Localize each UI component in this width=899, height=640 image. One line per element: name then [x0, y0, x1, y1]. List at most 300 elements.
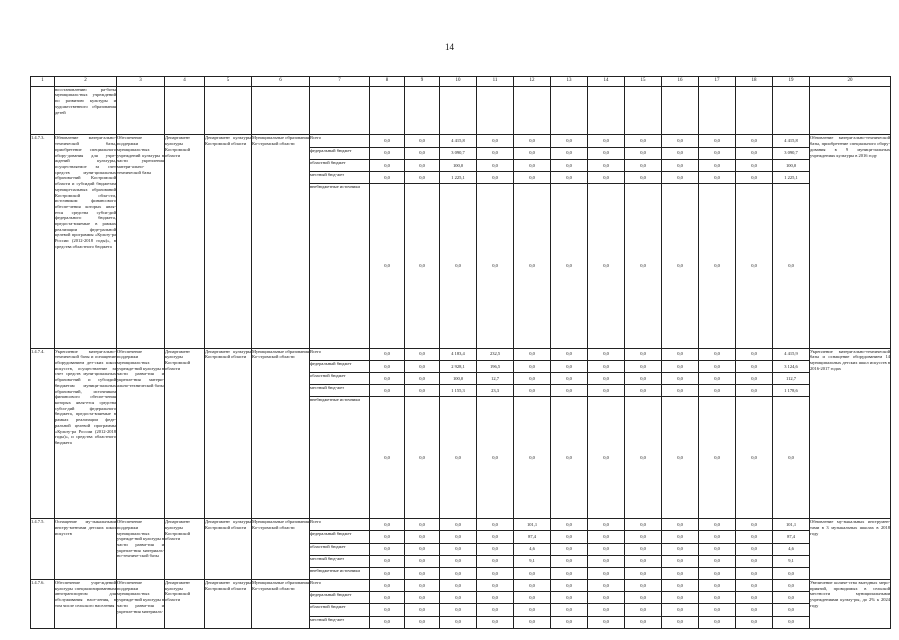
value-cell: 0,0	[551, 592, 588, 604]
coexecutor: Департамент культуры Костромской области	[165, 580, 205, 629]
value-cell: 0,0	[699, 360, 736, 372]
value-cell: 0,0	[736, 580, 773, 592]
value-cell: 0,0	[370, 543, 405, 555]
value-cell: 0,0	[551, 580, 588, 592]
value-cell: 0,0	[551, 531, 588, 543]
coexecutor: Департамент культуры Костромской области	[165, 519, 205, 580]
cell-empty	[736, 86, 773, 135]
value-cell: 0,0	[551, 360, 588, 372]
value-cell: 0,0	[662, 543, 699, 555]
funding-source: внебюджетные источники	[310, 184, 370, 349]
value-cell: 0,0	[514, 159, 551, 171]
cell-empty	[252, 86, 310, 135]
value-cell: 0,0	[736, 616, 773, 628]
value-cell: 0,0	[662, 348, 699, 360]
value-cell: 0,0	[662, 531, 699, 543]
header-cell: 16	[662, 77, 699, 87]
funding-source: федеральный бюджет	[310, 592, 370, 604]
coexecutor: Департамент культуры Костромской области	[165, 348, 205, 519]
value-cell: 0,0	[699, 580, 736, 592]
value-cell: 0,0	[370, 567, 405, 579]
value-cell: 4,6	[773, 543, 810, 555]
value-cell: 0,0	[662, 592, 699, 604]
value-cell: 0,0	[514, 373, 551, 385]
value-cell: 0,0	[440, 616, 477, 628]
header-cell: 11	[477, 77, 514, 87]
value-cell: 0,0	[514, 147, 551, 159]
value-cell: 0,0	[551, 184, 588, 349]
header-cell: 18	[736, 77, 773, 87]
funding-source: областной бюджет	[310, 543, 370, 555]
value-cell: 232,5	[477, 348, 514, 360]
participant: Муниципальные образования Ко-стромской области	[252, 135, 310, 348]
value-cell: 0,0	[662, 159, 699, 171]
funding-source: внебюджетные источники	[310, 397, 370, 519]
value-cell: 0,0	[370, 397, 405, 519]
measure-name: Оснащение му-зыкальными инстру-ментами детских школ искусств	[55, 519, 117, 580]
value-cell: 0,0	[440, 555, 477, 567]
cell-empty	[514, 86, 551, 135]
value-cell: 0,0	[551, 147, 588, 159]
value-cell: 0,0	[736, 604, 773, 616]
value-cell: 0,0	[551, 567, 588, 579]
value-cell: 0,0	[588, 567, 625, 579]
value-cell: 0,0	[662, 147, 699, 159]
value-cell: 0,0	[405, 135, 440, 147]
value-cell: 0,0	[699, 555, 736, 567]
measure-name: Укрепление матери-ально-технической базы и оснащение оборудованием дет-ских школ искусств, осуществление за счет средств муни-ципальных образова-ний и субсидий бюджетам муници-пальных образова-ний, источником финансового обеспе-чения которых явля-ется средства субси-дий федерального бюджета, предоста-вляемые в рамках реализации феде-ральной целевой программы «Культу-ра России (2012-2018 годы)», и средства областного бюджета	[55, 348, 117, 519]
measure-goal: Обеспечение поддержки муниципаль-ных учрежде-ний культуры в части разви-тия и укрепле-ния материаль-но-техниче-ской базы	[117, 519, 165, 580]
value-cell: 0,0	[773, 592, 810, 604]
value-cell: 0,0	[551, 397, 588, 519]
value-cell: 0,0	[477, 135, 514, 147]
value-cell: 0,0	[551, 159, 588, 171]
value-cell: 0,0	[405, 171, 440, 183]
value-cell: 0,0	[514, 184, 551, 349]
funding-source: местный бюд-жет	[310, 555, 370, 567]
value-cell: 0,0	[370, 159, 405, 171]
header-cell: 19	[773, 77, 810, 87]
value-cell: 0,0	[551, 543, 588, 555]
value-cell: 0,0	[736, 531, 773, 543]
value-cell: 0,0	[662, 555, 699, 567]
value-cell: 0,0	[477, 555, 514, 567]
measure-row	[31, 348, 891, 360]
funding-source: Всего	[310, 135, 370, 147]
cell-empty	[440, 86, 477, 135]
value-cell: 0,0	[662, 580, 699, 592]
value-cell: 0,0	[514, 385, 551, 397]
value-cell: 0,0	[662, 604, 699, 616]
value-cell: 0,0	[370, 184, 405, 349]
value-cell: 0,0	[514, 604, 551, 616]
header-cell: 2	[55, 77, 117, 87]
value-cell: 87,4	[514, 531, 551, 543]
value-cell: 0,0	[625, 135, 662, 147]
value-cell: 0,0	[370, 360, 405, 372]
value-cell: 0,0	[477, 592, 514, 604]
value-cell: 0,0	[477, 604, 514, 616]
header-cell: 15	[625, 77, 662, 87]
value-cell: 0,0	[662, 397, 699, 519]
value-cell: 0,0	[370, 147, 405, 159]
header-cell: 6	[252, 77, 310, 87]
continuation-row	[31, 86, 891, 135]
value-cell: 0,0	[440, 397, 477, 519]
coexecutor: Департамент культуры Костромской области	[165, 135, 205, 348]
participant: Муниципальные образования Ко-стромской области	[252, 519, 310, 580]
header-cell: 8	[370, 77, 405, 87]
value-cell: 0,0	[736, 348, 773, 360]
value-cell: 0,0	[625, 543, 662, 555]
cell-empty	[117, 86, 165, 135]
value-cell: 0,0	[405, 159, 440, 171]
value-cell: 0,0	[699, 373, 736, 385]
value-cell: 0,0	[588, 159, 625, 171]
value-cell: 1 178,6	[773, 385, 810, 397]
value-cell: 0,0	[588, 171, 625, 183]
measure-number: 1.4.7.3.	[31, 135, 55, 348]
value-cell: 0,0	[662, 385, 699, 397]
value-cell: 0,0	[370, 171, 405, 183]
value-cell: 0,0	[405, 580, 440, 592]
header-cell: 9	[405, 77, 440, 87]
header-row	[31, 77, 891, 87]
value-cell: 101,1	[514, 519, 551, 531]
value-cell: 0,0	[699, 135, 736, 147]
value-cell: 0,0	[440, 531, 477, 543]
participant: Муниципальные образования Ко-стромской области	[252, 348, 310, 519]
header-cell: 17	[699, 77, 736, 87]
value-cell: 0,0	[625, 184, 662, 349]
header-cell: 5	[205, 77, 252, 87]
cell-empty	[310, 86, 370, 135]
cell-empty	[551, 86, 588, 135]
value-cell: 0,0	[405, 397, 440, 519]
value-cell: 0,0	[405, 531, 440, 543]
value-cell: 3 124,6	[773, 360, 810, 372]
value-cell: 0,0	[405, 147, 440, 159]
expected-result: Обновление матери-ально-технической базы, приобретение специального обору-дования в 9 муници-пальных учреждениях культуры в 2016 году	[810, 135, 891, 348]
header-cell: 7	[310, 77, 370, 87]
value-cell: 2 928,1	[440, 360, 477, 372]
value-cell: 0,0	[588, 373, 625, 385]
value-cell: 0,0	[370, 604, 405, 616]
value-cell: 0,0	[551, 385, 588, 397]
value-cell: 0,0	[699, 604, 736, 616]
value-cell: 0,0	[736, 519, 773, 531]
value-cell: 112,7	[773, 373, 810, 385]
value-cell: 0,0	[625, 397, 662, 519]
funding-source: Всего	[310, 519, 370, 531]
funding-source: федеральный бюджет	[310, 360, 370, 372]
value-cell: 0,0	[405, 567, 440, 579]
value-cell: 100,0	[773, 159, 810, 171]
value-cell: 0,0	[514, 348, 551, 360]
program-table	[30, 76, 891, 629]
funding-source: областной бюджет	[310, 604, 370, 616]
value-cell: 0,0	[625, 385, 662, 397]
value-cell: 0,0	[588, 348, 625, 360]
funding-source: внебюджетные источники	[310, 567, 370, 579]
value-cell: 0,0	[773, 567, 810, 579]
value-cell: 3 090,7	[773, 147, 810, 159]
value-cell: 0,0	[699, 531, 736, 543]
value-cell: 0,0	[699, 397, 736, 519]
executor: Департамент культуры Костромской области	[205, 519, 252, 580]
value-cell: 0,0	[736, 385, 773, 397]
value-cell: 0,0	[405, 348, 440, 360]
value-cell: 0,0	[625, 360, 662, 372]
value-cell: 4 415,8	[440, 135, 477, 147]
value-cell: 0,0	[699, 385, 736, 397]
value-cell: 0,0	[625, 604, 662, 616]
value-cell: 0,0	[625, 567, 662, 579]
measure-number: 1.4.7.5.	[31, 519, 55, 580]
value-cell: 0,0	[551, 135, 588, 147]
value-cell: 0,0	[662, 567, 699, 579]
value-cell: 196,5	[477, 360, 514, 372]
value-cell: 0,0	[773, 397, 810, 519]
value-cell: 0,0	[625, 592, 662, 604]
measure-number: 1.4.7.4.	[31, 348, 55, 519]
value-cell: 0,0	[736, 184, 773, 349]
value-cell: 0,0	[405, 555, 440, 567]
value-cell: 0,0	[662, 519, 699, 531]
value-cell: 0,0	[662, 184, 699, 349]
value-cell: 0,0	[551, 555, 588, 567]
value-cell: 12,7	[477, 373, 514, 385]
value-cell: 0,0	[514, 397, 551, 519]
value-cell: 0,0	[477, 580, 514, 592]
value-cell: 0,0	[477, 543, 514, 555]
value-cell: 0,0	[773, 184, 810, 349]
cell-empty	[31, 86, 55, 135]
expected-result: Увеличение количе-ства выездных меро-приятий, проводимых в сельской местности муниципальными учреждениями культу-ры, до 2% к 2024 году	[810, 580, 891, 629]
value-cell: 0,0	[551, 519, 588, 531]
value-cell: 0,0	[662, 360, 699, 372]
value-cell: 0,0	[588, 592, 625, 604]
value-cell: 1 155,3	[440, 385, 477, 397]
funding-source: областной бюджет	[310, 373, 370, 385]
value-cell: 23,3	[477, 385, 514, 397]
value-cell: 0,0	[736, 567, 773, 579]
participant: Муниципальные образования Ко-стромской области	[252, 580, 310, 629]
value-cell: 0,0	[477, 159, 514, 171]
cell-empty	[810, 86, 891, 135]
value-cell: 0,0	[588, 184, 625, 349]
value-cell: 0,0	[662, 616, 699, 628]
value-cell: 0,0	[477, 184, 514, 349]
value-cell: 0,0	[588, 616, 625, 628]
header-cell: 14	[588, 77, 625, 87]
value-cell: 1 225,1	[440, 171, 477, 183]
value-cell: 0,0	[588, 397, 625, 519]
value-cell: 0,0	[370, 555, 405, 567]
value-cell: 0,0	[370, 519, 405, 531]
value-cell: 0,0	[477, 616, 514, 628]
value-cell: 0,0	[588, 543, 625, 555]
cell-empty	[662, 86, 699, 135]
value-cell: 0,0	[625, 555, 662, 567]
value-cell: 1 225,1	[773, 171, 810, 183]
value-cell: 0,0	[370, 373, 405, 385]
value-cell: 0,0	[514, 360, 551, 372]
header-cell: 13	[551, 77, 588, 87]
value-cell: 0,0	[405, 184, 440, 349]
value-cell: 3 090,7	[440, 147, 477, 159]
value-cell: 0,0	[514, 567, 551, 579]
value-cell: 0,0	[440, 567, 477, 579]
header-cell: 20	[810, 77, 891, 87]
value-cell: 4 183,4	[440, 348, 477, 360]
value-cell: 0,0	[551, 171, 588, 183]
measure-row	[31, 580, 891, 592]
value-cell: 0,0	[699, 616, 736, 628]
value-cell: 0,0	[477, 171, 514, 183]
value-cell: 0,0	[699, 567, 736, 579]
value-cell: 0,0	[440, 592, 477, 604]
value-cell: 0,0	[662, 171, 699, 183]
header-cell: 4	[165, 77, 205, 87]
cell-empty	[205, 86, 252, 135]
value-cell: 0,0	[405, 592, 440, 604]
value-cell: 0,0	[588, 555, 625, 567]
funding-source: Всего	[310, 580, 370, 592]
executor: Департамент культуры Костромской области	[205, 580, 252, 629]
value-cell: 0,0	[736, 373, 773, 385]
measure-row	[31, 135, 891, 147]
page-number: 14	[445, 42, 454, 52]
cell-empty	[165, 86, 205, 135]
value-cell: 0,0	[588, 360, 625, 372]
value-cell: 0,0	[588, 135, 625, 147]
value-cell: 0,0	[625, 531, 662, 543]
cell-empty	[625, 86, 662, 135]
value-cell: 0,0	[699, 519, 736, 531]
value-cell: 0,0	[699, 171, 736, 183]
funding-source: федеральный бюджет	[310, 147, 370, 159]
value-cell: 100,0	[440, 373, 477, 385]
funding-source: федеральный бюджет	[310, 531, 370, 543]
value-cell: 0,0	[773, 580, 810, 592]
value-cell: 0,0	[477, 519, 514, 531]
header-cell: 12	[514, 77, 551, 87]
value-cell: 0,0	[625, 348, 662, 360]
value-cell: 0,0	[405, 360, 440, 372]
value-cell: 0,0	[662, 373, 699, 385]
value-cell: 0,0	[440, 580, 477, 592]
header-cell: 10	[440, 77, 477, 87]
value-cell: 0,0	[405, 604, 440, 616]
value-cell: 0,0	[514, 580, 551, 592]
value-cell: 0,0	[736, 159, 773, 171]
value-cell: 0,0	[736, 592, 773, 604]
value-cell: 0,0	[736, 555, 773, 567]
value-cell: 0,0	[405, 543, 440, 555]
value-cell: 0,0	[736, 147, 773, 159]
value-cell: 0,0	[625, 171, 662, 183]
value-cell: 0,0	[514, 135, 551, 147]
value-cell: 0,0	[699, 147, 736, 159]
measure-goal: Обеспечение поддержки муниципаль-ных учрежде-ний культуры в части разви-тия и укрепле-ния материаль-	[117, 580, 165, 629]
expected-result: Укрепление матери-ально-технической базы и оснащение оборудованием 14 муниципальных детских школ искусств в 2016-2017 годах	[810, 348, 891, 519]
value-cell: 0,0	[514, 171, 551, 183]
header-cell: 1	[31, 77, 55, 87]
value-cell: 0,0	[405, 519, 440, 531]
value-cell: 0,0	[405, 373, 440, 385]
value-cell: 0,0	[625, 373, 662, 385]
measure-goal: Обеспечение поддержки муниципаль-ных учреждений культуры в части укрепления матери-ально-технической базы	[117, 135, 165, 348]
value-cell: 0,0	[588, 147, 625, 159]
value-cell: 0,0	[477, 397, 514, 519]
value-cell: 100,0	[440, 159, 477, 171]
funding-source: Всего	[310, 348, 370, 360]
value-cell: 0,0	[736, 360, 773, 372]
value-cell: 0,0	[477, 567, 514, 579]
value-cell: 0,0	[625, 616, 662, 628]
value-cell: 0,0	[699, 159, 736, 171]
value-cell: 0,0	[370, 592, 405, 604]
value-cell: 0,0	[440, 604, 477, 616]
value-cell: 0,0	[773, 604, 810, 616]
value-cell: 0,0	[625, 147, 662, 159]
value-cell: 0,0	[588, 604, 625, 616]
value-cell: 0,0	[662, 135, 699, 147]
cell-empty	[405, 86, 440, 135]
value-cell: 0,0	[625, 519, 662, 531]
cell-empty	[588, 86, 625, 135]
funding-source: местный бюд-жет	[310, 616, 370, 628]
value-cell: 0,0	[370, 385, 405, 397]
cell-empty	[699, 86, 736, 135]
value-cell: 87,4	[773, 531, 810, 543]
funding-source: местный бюд-жет	[310, 385, 370, 397]
value-cell: 0,0	[736, 171, 773, 183]
value-cell: 0,0	[588, 519, 625, 531]
value-cell: 0,0	[440, 519, 477, 531]
measure-number: 1.4.7.6.	[31, 580, 55, 629]
cell-empty	[773, 86, 810, 135]
value-cell: 0,0	[551, 373, 588, 385]
header-cell: 3	[117, 77, 165, 87]
value-cell: 0,0	[699, 592, 736, 604]
measure-row	[31, 519, 891, 531]
value-cell: 0,0	[588, 580, 625, 592]
value-cell: 0,0	[551, 348, 588, 360]
value-cell: 0,0	[736, 543, 773, 555]
value-cell: 9,1	[773, 555, 810, 567]
value-cell: 0,0	[514, 592, 551, 604]
value-cell: 101,1	[773, 519, 810, 531]
value-cell: 0,0	[440, 543, 477, 555]
value-cell: 0,0	[405, 385, 440, 397]
value-cell: 0,0	[477, 531, 514, 543]
cell-empty	[477, 86, 514, 135]
value-cell: 0,0	[625, 159, 662, 171]
value-cell: 0,0	[477, 147, 514, 159]
value-cell: 4,6	[514, 543, 551, 555]
value-cell: 0,0	[440, 184, 477, 349]
value-cell: 0,0	[370, 135, 405, 147]
value-cell: 9,1	[514, 555, 551, 567]
value-cell: 0,0	[370, 580, 405, 592]
value-cell: 0,0	[514, 616, 551, 628]
expected-result: Обновление му-зыкальных инструмен-тами в 3 музыкальных школах в 2018 году	[810, 519, 891, 580]
value-cell: 0,0	[588, 385, 625, 397]
funding-source: местный бюд-жет	[310, 171, 370, 183]
value-cell: 0,0	[736, 397, 773, 519]
